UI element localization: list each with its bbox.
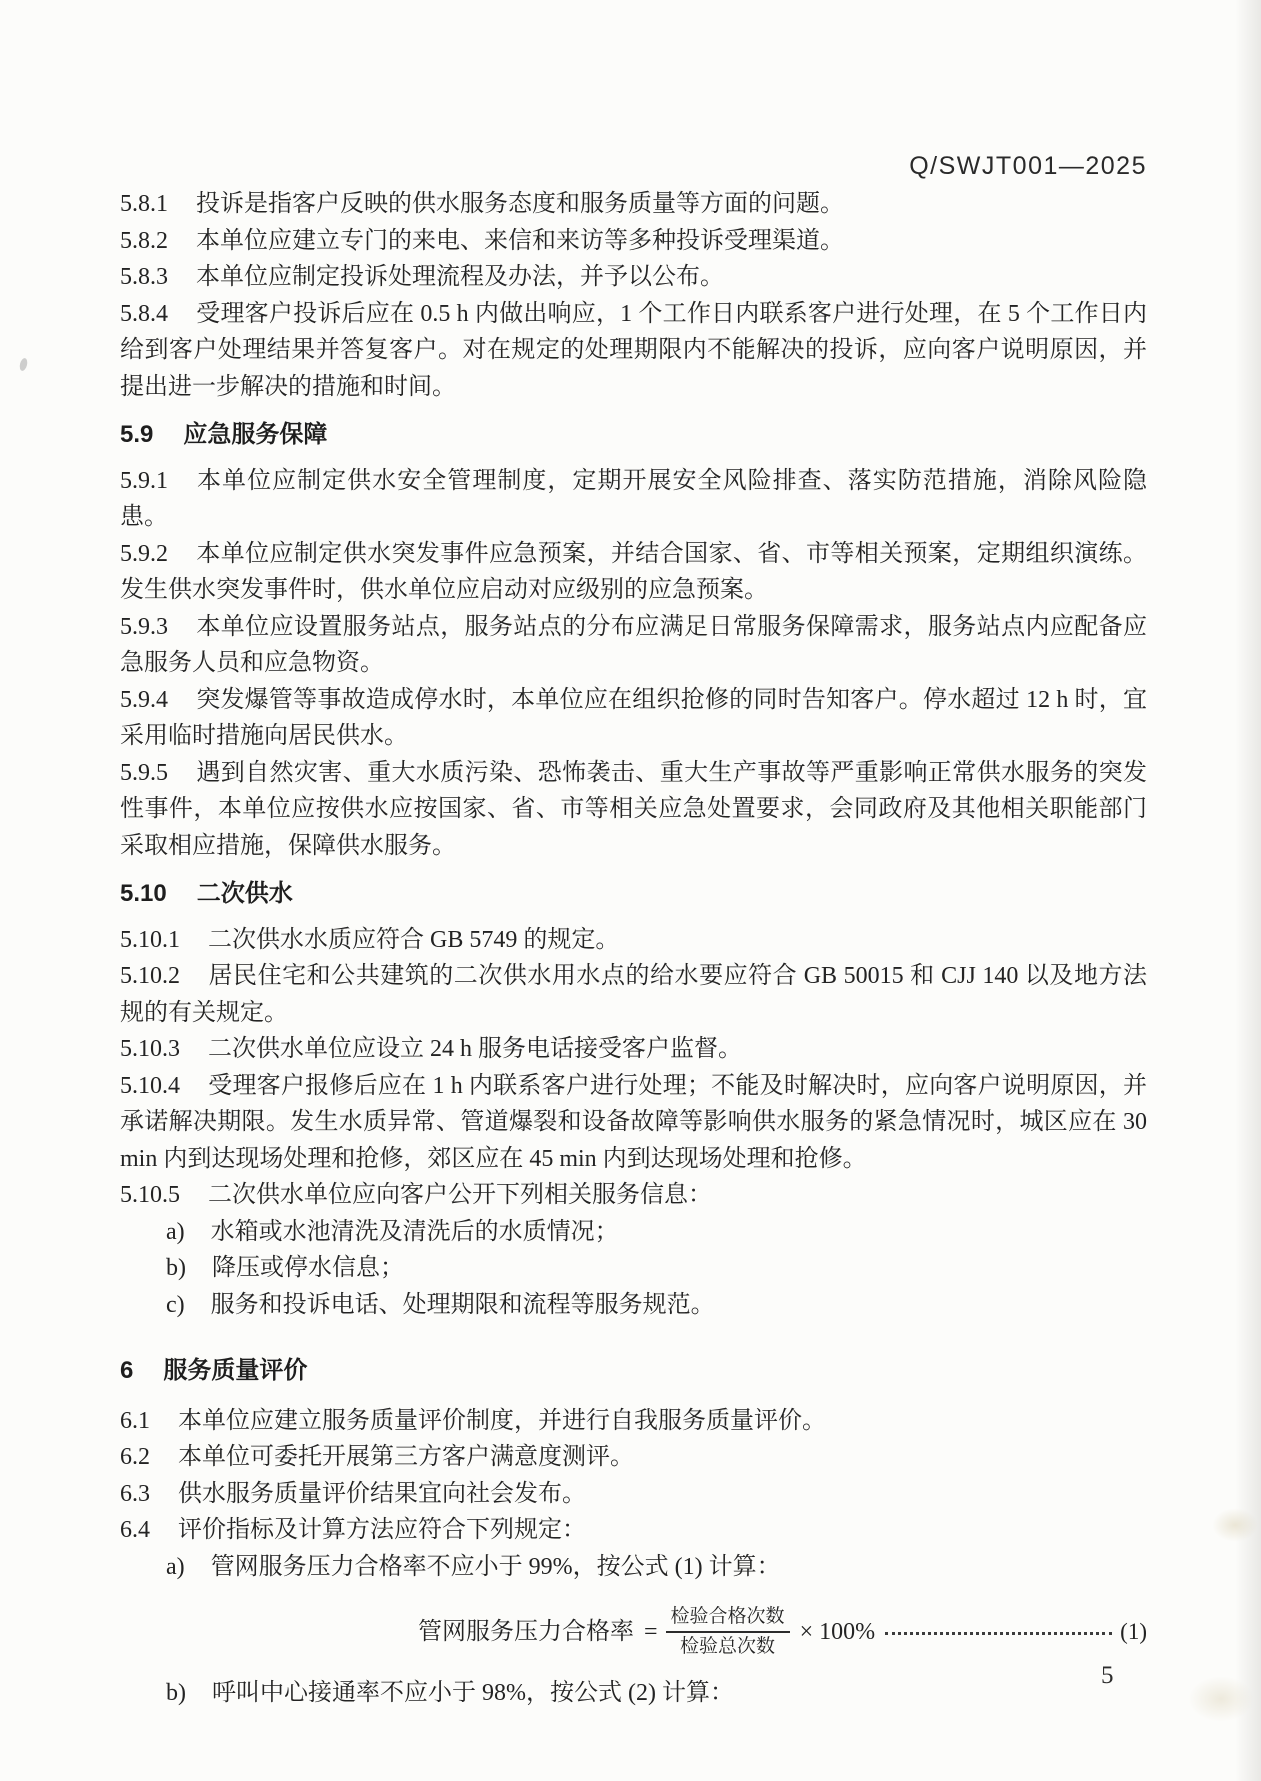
clause-text: 本单位应制定投诉处理流程及办法，并予以公布。 [196, 264, 724, 290]
list-text: 降压或停水信息； [212, 1255, 404, 1281]
section-heading-5-9 [120, 417, 1147, 454]
clause-number: 5.8.3 [120, 264, 168, 290]
list-item-c [120, 1287, 1147, 1324]
section-number: 6 [120, 1357, 134, 1384]
list-item-a [120, 1214, 1147, 1251]
clause-5-8-1 [120, 186, 1147, 223]
list-text: 水箱或水池清洗及清洗后的水质情况； [210, 1218, 619, 1245]
formula-lhs: 管网服务压力合格率 [418, 1618, 634, 1645]
section-title: 应急服务保障 [183, 421, 328, 448]
clause-number: 5.9.5 [120, 759, 168, 786]
clause-5-10-4 [120, 1068, 1147, 1178]
clause-number: 6.4 [120, 1517, 150, 1543]
list-label: b) [166, 1255, 186, 1281]
clause-6-4 [120, 1512, 1147, 1549]
section-title: 服务质量评价 [163, 1357, 308, 1384]
clause-6-1 [120, 1403, 1147, 1440]
clause-text: 受理客户投诉后应在 0.5 h 内做出响应，1 个工作日内联系客户进行处理，在 5 个工作日内给到客户处理结果并答复客户。对在规定的处理期限内不能解决的投诉，应向客户说明原因，并提出进一步解决的措施和时间。 [120, 300, 1147, 400]
clause-text: 本单位可委托开展第三方客户满意度测评。 [178, 1444, 634, 1470]
section-number: 5.9 [120, 421, 154, 448]
clause-number: 5.8.2 [120, 227, 168, 254]
section-title: 二次供水 [196, 880, 293, 907]
list-text: 呼叫中心接通率不应小于 98%，按公式 (2) 计算： [212, 1680, 734, 1706]
clause-number: 6.2 [120, 1444, 150, 1470]
formula-1 [418, 1597, 1147, 1667]
clause-number: 5.10.3 [120, 1036, 180, 1062]
clause-text: 二次供水单位应设立 24 h 服务电话接受客户监督。 [208, 1036, 742, 1062]
clause-5-10-3 [120, 1031, 1147, 1068]
clause-text: 本单位应制定供水安全管理制度，定期开展安全风险排查、落实防范措施，消除风险隐患。 [120, 467, 1147, 530]
fraction-numerator: 检验合格次数 [666, 1604, 790, 1633]
clause-number: 5.8.1 [120, 191, 168, 217]
list-text: 管网服务压力合格率不应小于 99%，按公式 (1) 计算： [210, 1553, 781, 1580]
list-label: c) [166, 1291, 185, 1318]
section-heading-5-10 [120, 876, 1147, 913]
clause-number: 5.9.3 [120, 613, 168, 640]
clause-number: 5.10.2 [120, 963, 180, 989]
clause-number: 6.3 [120, 1480, 150, 1507]
dotted-leader [885, 1632, 1112, 1635]
formula-number: (1) [1120, 1618, 1147, 1644]
formula-multiplier: × 100% [799, 1618, 876, 1645]
clause-6-3 [120, 1476, 1147, 1513]
list-text: 服务和投诉电话、处理期限和流程等服务规范。 [210, 1291, 715, 1318]
page-number: 5 [1101, 1662, 1114, 1689]
clause-number: 5.10.1 [120, 926, 180, 953]
clause-5-10-1 [120, 922, 1147, 959]
section-heading-6 [120, 1353, 1147, 1390]
scan-artifact-blotch [1212, 1508, 1258, 1542]
clause-number: 5.10.5 [120, 1182, 180, 1208]
clause-text: 居民住宅和公共建筑的二次供水用水点的给水要应符合 GB 50015 和 CJJ 140 以及地方法规的有关规定。 [120, 963, 1147, 1026]
scan-artifact-speck [19, 357, 29, 371]
section-number: 5.10 [120, 880, 167, 907]
clause-text: 遇到自然灾害、重大水质污染、恐怖袭击、重大生产事故等严重影响正常供水服务的突发性事件，本单位应按供水应按国家、省、市等相关应急处置要求，会同政府及其他相关职能部门采取相应措施，保障供水服务。 [120, 759, 1147, 859]
list-label: b) [166, 1680, 186, 1706]
clause-text: 二次供水水质应符合 GB 5749 的规定。 [208, 926, 620, 953]
clause-number: 5.8.4 [120, 300, 168, 327]
clause-text: 评价指标及计算方法应符合下列规定： [178, 1517, 586, 1543]
scan-artifact-blotch [1188, 1676, 1254, 1722]
clause-number: 5.9.2 [120, 540, 168, 567]
clause-5-9-3 [120, 609, 1147, 682]
clause-text: 本单位应制定供水突发事件应急预案，并结合国家、省、市等相关预案，定期组织演练。发生供水突发事件时，供水单位应启动对应级别的应急预案。 [120, 540, 1147, 603]
clause-text: 二次供水单位应向客户公开下列相关服务信息： [208, 1182, 712, 1208]
list-item-6-4-a [120, 1549, 1147, 1586]
list-item-6-4-b [120, 1675, 1147, 1712]
formula-fraction [666, 1604, 790, 1659]
clause-5-10-2 [120, 958, 1147, 1031]
list-item-b [120, 1250, 1147, 1287]
clause-text: 投诉是指客户反映的供水服务态度和服务质量等方面的问题。 [196, 191, 844, 217]
clause-5-8-2 [120, 223, 1147, 260]
clause-number: 5.9.4 [120, 686, 168, 713]
document-content [120, 186, 1147, 1712]
clause-6-2 [120, 1439, 1147, 1476]
clause-text: 本单位应建立专门的来电、来信和来访等多种投诉受理渠道。 [196, 227, 844, 254]
clause-text: 本单位应建立服务质量评价制度，并进行自我服务质量评价。 [178, 1407, 826, 1434]
clause-text: 供水服务质量评价结果宜向社会发布。 [178, 1480, 586, 1507]
clause-number: 5.10.4 [120, 1072, 180, 1099]
formula-equals: = [644, 1618, 658, 1645]
list-label: a) [166, 1218, 185, 1245]
clause-5-9-1 [120, 463, 1147, 536]
clause-5-8-4 [120, 296, 1147, 406]
clause-5-9-5 [120, 755, 1147, 865]
clause-5-8-3 [120, 259, 1147, 296]
clause-text: 本单位应设置服务站点，服务站点的分布应满足日常服务保障需求，服务站点内应配备应急服务人员和应急物资。 [120, 613, 1147, 676]
clause-5-10-5 [120, 1177, 1147, 1214]
clause-number: 6.1 [120, 1407, 150, 1434]
list-label: a) [166, 1553, 185, 1580]
clause-text: 突发爆管等事故造成停水时，本单位应在组织抢修的同时告知客户。停水超过 12 h 时，宜采用临时措施向居民供水。 [120, 686, 1147, 749]
clause-5-9-4 [120, 682, 1147, 755]
clause-number: 5.9.1 [120, 467, 168, 494]
clause-5-9-2 [120, 536, 1147, 609]
doc-code: Q/SWJT001—2025 [909, 152, 1147, 180]
fraction-denominator: 检验总次数 [680, 1636, 776, 1657]
clause-text: 受理客户报修后应在 1 h 内联系客户进行处理；不能及时解决时，应向客户说明原因，并承诺解决期限。发生水质异常、管道爆裂和设备故障等影响供水服务的紧急情况时，城区应在 30 min 内到达现场处理和抢修，郊区应在 45 min 内到达现场处理和抢修。 [120, 1072, 1147, 1172]
